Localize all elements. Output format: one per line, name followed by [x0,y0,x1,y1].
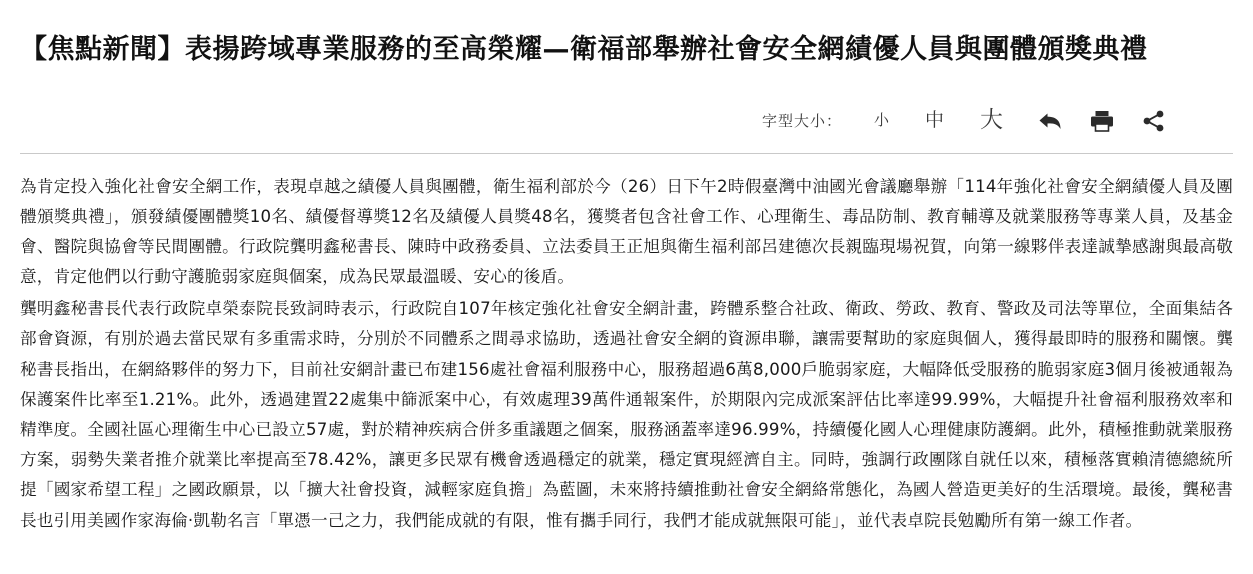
printer-icon[interactable] [1079,102,1125,140]
font-size-large-button[interactable]: 大 [980,107,1003,134]
article-body [16,154,1237,536]
article-toolbar [16,93,1237,149]
font-size-small-button[interactable]: 小 [873,111,889,130]
page-title: 【焦點新聞】表揚跨域專業服務的至高榮耀—衛福部舉辦社會安全網績優人員與團體頒獎典禮 [20,34,1148,66]
font-size-medium-button[interactable]: 中 [924,109,944,132]
article-paragraph: 為肯定投入強化社會安全網工作，表現卓越之績優人員與團體，衛生福利部於今（26）日下午2時假臺灣中油國光會議廳舉辦「114年強化社會安全網績優人員及團體頒獎典禮」，頒發績優團體獎10名、績優督導獎12名及績優人員獎48名，獲獎者包含社會工作、心理衛生、毒品防制、教育輔導及就業服務等專業人員，及基金會、醫院與協會等民間團體。行政院龔明鑫秘書長、陳時中政務委員、立法委員王正旭與衛生福利部呂建德次長親臨現場祝賀，向第一線夥伴表達誠摯感謝與最高敬意，肯定他們以行動守護脆弱家庭與個案，成為民眾最溫暖、安心的後盾。 [20,176,1233,287]
font-size-label: 字型大小： [761,112,842,131]
article-paragraph: 龔明鑫秘書長代表行政院卓榮泰院長致詞時表示，行政院自107年核定強化社會安全網計畫，跨體系整合社政、衛政、勞政、教育、警政及司法等單位，全面集結各部會資源，有別於過去當民眾有多重需求時，分別於不同體系之間尋求協助，透過社會安全網的資源串聯，讓需要幫助的家庭與個人，獲得最即時的服務和關懷。龔秘書長指出，在網絡夥伴的努力下，目前社安網計畫已布建156處社會福利服務中心，服務超過6萬8,000戶脆弱家庭，大幅降低受服務的脆弱家庭3個月後被通報為保護案件比率至1.21%。此外，透過建置22處集中篩派案中心，有效處理39萬件通報案件，於期限內完成派案評估比率達99.99%，大幅提升社會福利服務效率和精準度。全國社區心理衛生中心已設立57處，對於精神疾病合併多重議題之個案，服務涵蓋率達96.99%，持續優化國人心理健康防護網。此外，積極推動就業服務方案，弱勢失業者推介就業比率提高至78.42%，讓更多民眾有機會透過穩定的就業，穩定實現經濟自主。同時，強調行政團隊自就任以來，積極落實賴清德總統所提「國家希望工程」之國政願景，以「擴大社會投資，減輕家庭負擔」為藍圖，未來將持續推動社會安全網絡常態化，為國人營造更美好的生活環境。最後，龔秘書長也引用美國作家海倫·凱勒名言「單憑一己之力，我們能成就的有限，惟有攜手同行，我們才能成就無限可能」，並代表卓院長勉勵所有第一線工作者。 [20,299,1233,530]
article-page [0,18,1253,574]
back-arrow-icon[interactable] [1027,102,1073,140]
share-icon[interactable] [1131,102,1177,140]
